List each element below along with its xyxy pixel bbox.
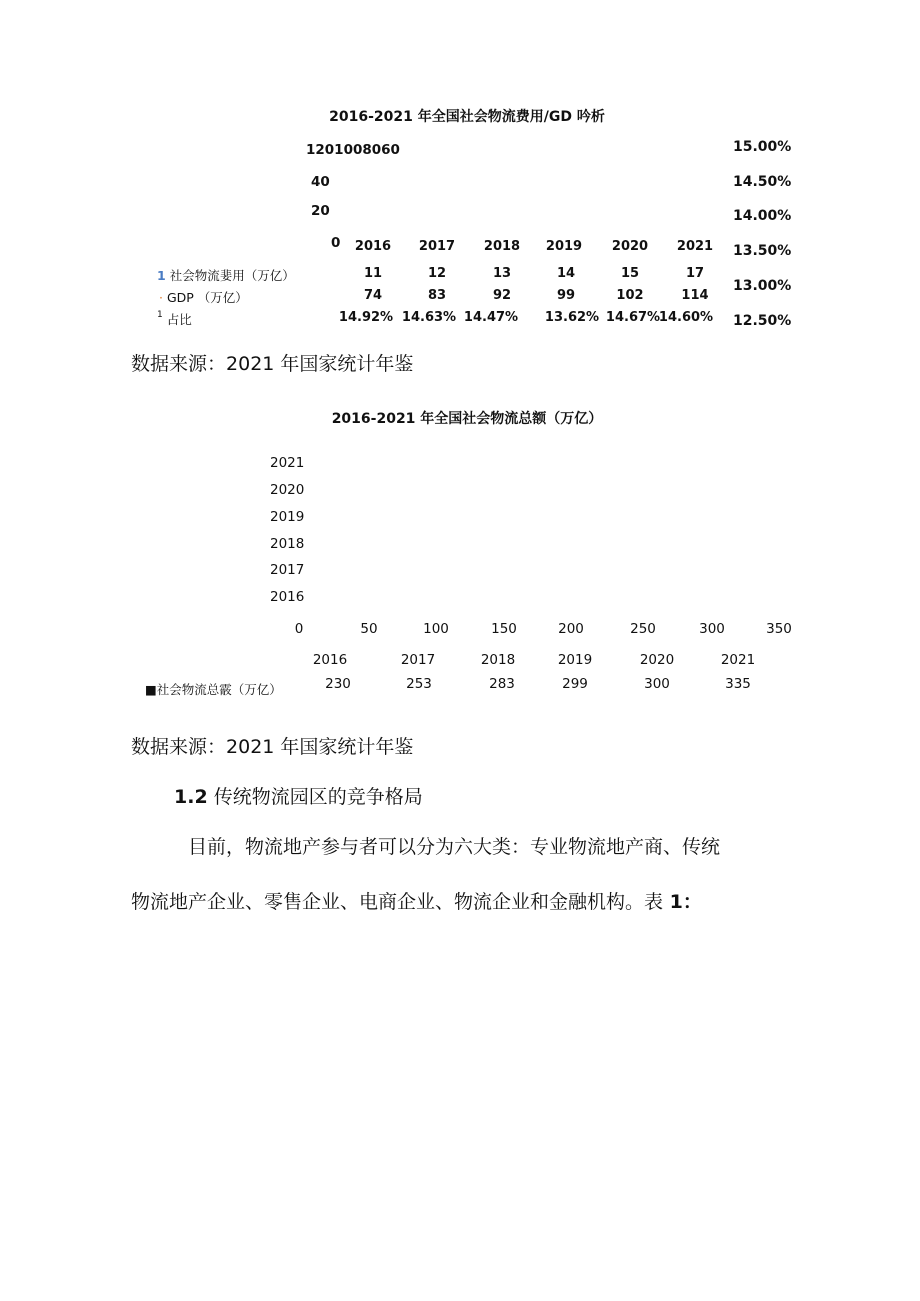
chart2-cell: 253 [406,676,432,692]
chart2-xtick: 50 [360,621,378,637]
chart1-legend-gdp [159,288,248,306]
chart2-xtick: 0 [294,621,304,637]
chart2-cell: 230 [325,676,351,692]
paragraph-line: 目前，物流地产参与者可以分为六大类：专业物流地产商、传统 [188,836,721,858]
chart2-xtick: 200 [558,621,584,637]
chart1-yleft-tick: 0 [331,235,341,251]
chart2-ytick: 2020 [270,482,305,498]
chart1-yright-tick: 14.00% [733,208,792,224]
paragraph-text: 物流地产企业、零售企业、电商企业、物流企业和金融机构。表 [131,891,664,913]
chart1-cell: 14.47% [463,310,519,325]
source-prefix: 数据来源： [131,353,227,375]
legend-label: GDP （万亿） [166,290,248,305]
chart1-legend-ratio [157,310,192,328]
chart1-cell: 74 [363,288,383,303]
chart2-xtick: 350 [766,621,792,637]
chart1-year: 2016 [354,239,392,254]
chart2-year: 2016 [312,652,348,668]
chart2-xtick: 250 [630,621,656,637]
chart1-cell: 102 [616,288,644,303]
chart2-ytick: 2016 [270,589,305,605]
chart1-year: 2019 [545,239,583,254]
chart1-year: 2020 [611,239,649,254]
chart2-year: 2018 [480,652,516,668]
chart1-cell: 17 [685,266,705,281]
chart1-cell: 14 [556,266,576,281]
legend-label: 社会物流婓用（万亿） [169,268,295,283]
chart2-ytick: 2021 [270,455,305,471]
chart1-yleft-tick: 20 [311,203,330,219]
chart2-title: 2016-2021 年全国社会物流总额（万亿） [331,411,603,427]
chart1-cell: 92 [492,288,512,303]
chart1-cell: 114 [681,288,709,303]
chart1-cell: 12 [427,266,447,281]
chart1-yright-tick: 15.00% [733,139,792,155]
chart1-yleft-tick: 1201008060 [306,142,400,158]
chart2-ytick: 2017 [270,562,305,578]
chart1-title: 2016-2021 年全国社会物流费用/GD 吟析 [329,109,605,125]
chart1-yleft-tick: 40 [311,174,330,190]
source-year: 2021 [226,353,275,375]
chart1-cell: 15 [620,266,640,281]
chart1-cell: 83 [427,288,447,303]
chart1-cell: 99 [556,288,576,303]
chart1-year: 2017 [418,239,456,254]
source-suffix: 年国家统计年鉴 [274,736,414,758]
section-heading [174,782,423,809]
chart2-cell: 299 [562,676,588,692]
chart1-cell: 14.60% [658,310,714,325]
source-year: 2021 [226,736,275,758]
data-source-note [131,732,413,759]
chart1-cell: 14.92% [338,310,394,325]
chart2-year: 2019 [557,652,593,668]
chart1-cell: 11 [363,266,383,281]
chart2-year: 2021 [720,652,756,668]
source-prefix: 数据来源： [131,736,227,758]
chart1-year: 2021 [676,239,714,254]
chart1-cell: 14.63% [401,310,457,325]
chart2-cell: 300 [644,676,670,692]
chart2-xtick: 300 [699,621,725,637]
chart2-ytick: 2018 [270,536,305,552]
chart2-ytick: 2019 [270,509,305,525]
chart2-cell: 283 [489,676,515,692]
section-number: 1.2 [174,786,208,808]
legend-label: 占比 [166,312,192,327]
chart2-cell: 335 [725,676,751,692]
chart1-cell: 13 [492,266,512,281]
chart1-legend-logistics-cost [157,266,295,284]
chart1-yright-tick: 14.50% [733,174,792,190]
table-ref: 1： [663,891,702,913]
paragraph-line [131,887,702,914]
legend-marker: · [159,290,163,305]
chart2-year: 2017 [400,652,436,668]
chart2-legend-total: ■社会物流总霰（万亿） [145,682,282,697]
legend-marker: 1 [157,310,163,320]
source-suffix: 年国家统计年鉴 [274,353,414,375]
section-title: 传统物流园区的竞争格局 [207,786,423,808]
chart1-yright-tick: 12.50% [733,313,792,329]
chart2-xtick: 100 [423,621,449,637]
data-source-note [131,349,413,376]
chart1-cell: 13.62% [544,310,600,325]
chart1-yright-tick: 13.00% [733,278,792,294]
chart2-year: 2020 [639,652,675,668]
chart1-year: 2018 [483,239,521,254]
chart1-cell: 14.67% [605,310,661,325]
chart1-yright-tick: 13.50% [733,243,792,259]
legend-marker: 1 [157,268,166,283]
chart2-xtick: 150 [491,621,517,637]
